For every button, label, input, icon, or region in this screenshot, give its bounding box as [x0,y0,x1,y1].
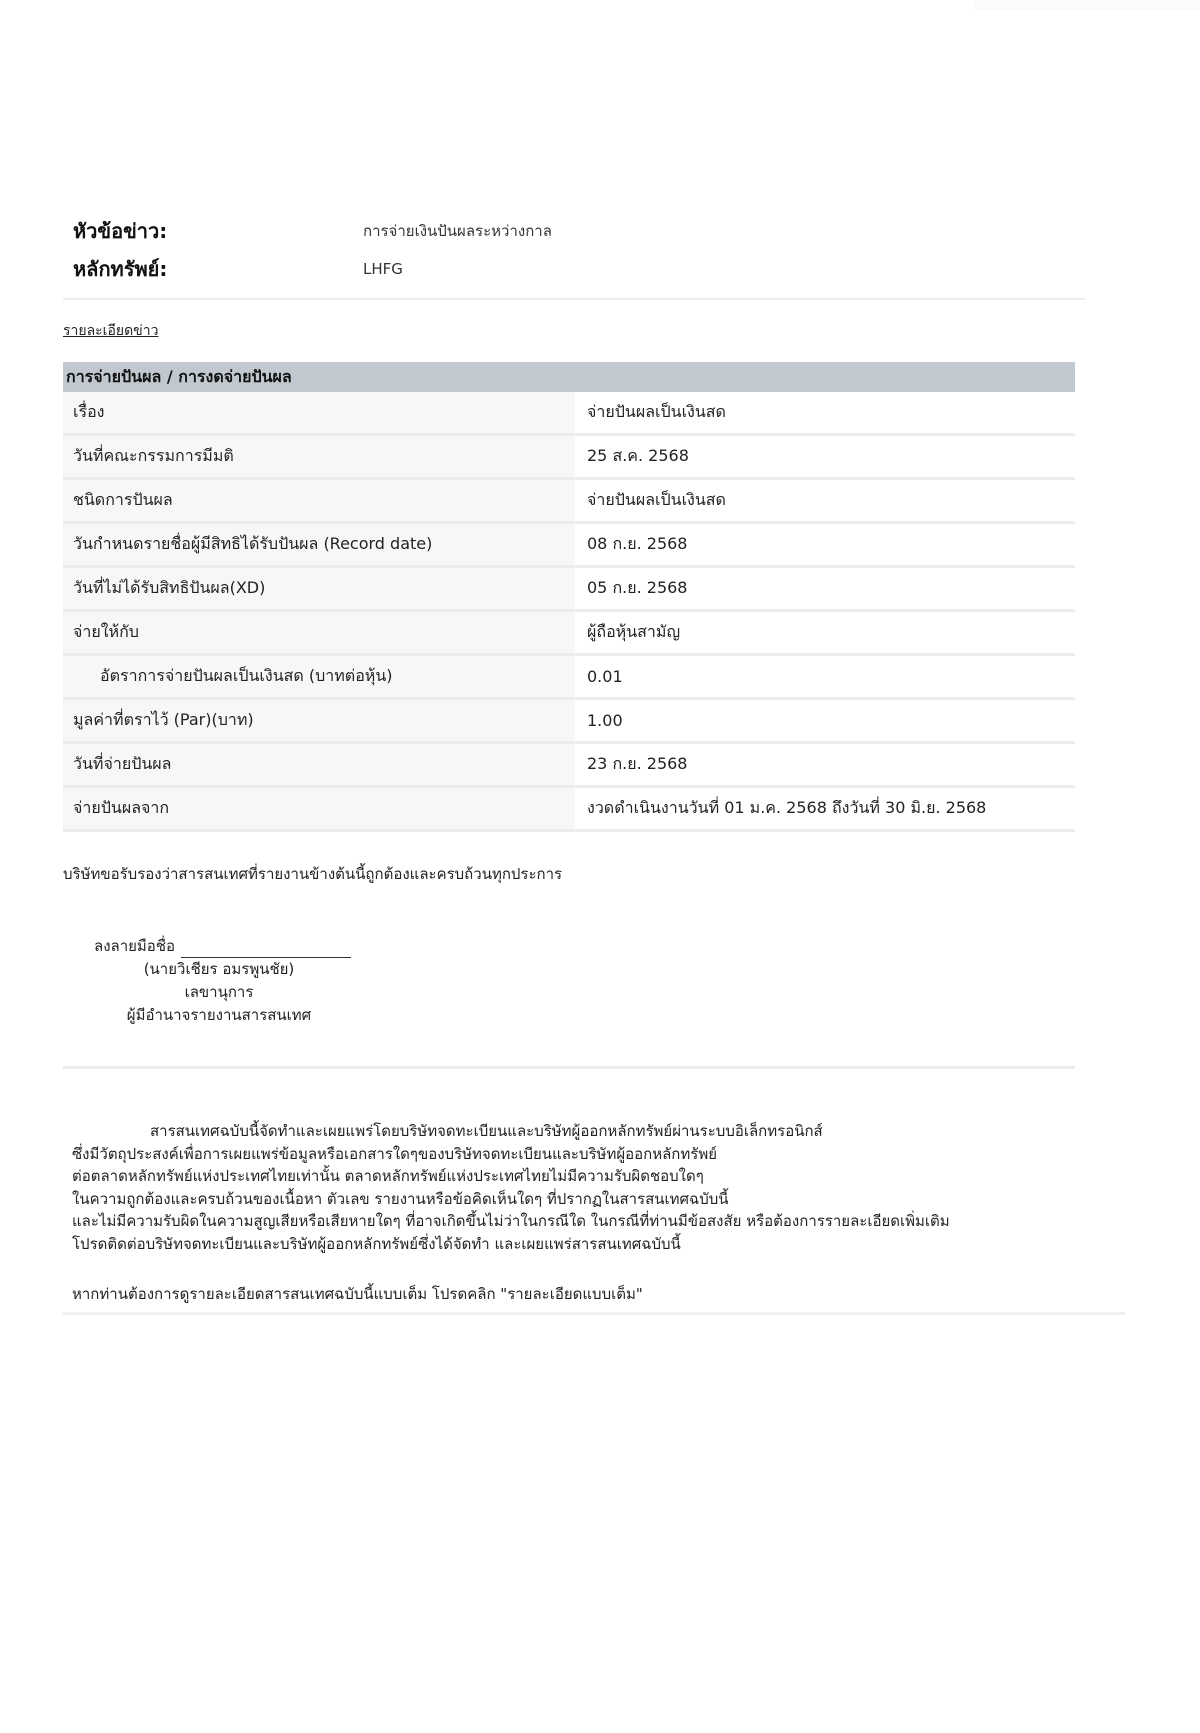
row-value: 25 ส.ค. 2568 [575,436,1075,477]
row-value: 1.00 [575,700,1075,741]
signer-role: ผู้มีอำนาจรายงานสารสนเทศ [126,1006,312,1024]
disclaimer-line: สารสนเทศฉบับนี้จัดทำและเผยแพร่โดยบริษัทจดทะเบียนและบริษัทผู้ออกหลักทรัพย์ผ่านระบบอิเล็กทรอนิกส์ [150,1122,823,1140]
row-label: จ่ายปันผลจาก [63,788,575,829]
row-value: จ่ายปันผลเป็นเงินสด [575,480,1075,521]
sign-label: ลงลายมือชื่อ [94,937,176,955]
disclaimer-line: และไม่มีความรับผิดในความสูญเสียหรือเสียหายใดๆ ที่อาจเกิดขึ้นไม่ว่าในกรณีใด ในกรณีที่ท่านมีข้อสงสัย หรือต้องการรายละเอียดเพิ่มเติม [72,1212,950,1230]
disclaimer-line: ต่อตลาดหลักทรัพย์แห่งประเทศไทยเท่านั้น ตลาดหลักทรัพย์แห่งประเทศไทยไม่มีความรับผิดชอบใดๆ [72,1167,704,1185]
divider [63,1066,1075,1069]
row-label: ชนิดการปันผล [63,480,575,521]
row-value: 05 ก.ย. 2568 [575,568,1075,609]
table-row [63,436,1075,480]
security-row [63,250,1085,288]
disclaimer-line: ในความถูกต้องและครบถ้วนของเนื้อหา ตัวเลข รายงานหรือข้อคิดเห็นใดๆ ที่ปรากฏในสารสนเทศฉบับนี้ [72,1189,729,1208]
table-row [63,612,1075,656]
row-label: วันที่จ่ายปันผล [63,744,575,785]
certification-statement: บริษัทขอรับรองว่าสารสนเทศที่รายงานข้างต้นนี้ถูกต้องและครบถ้วนทุกประการ [63,865,563,883]
security-value: LHFG [363,260,403,278]
row-label: มูลค่าที่ตราไว้ (Par)(บาท) [63,700,575,741]
table-title: การจ่ายปันผล / การงดจ่ายปันผล [63,362,1075,392]
security-label: หลักทรัพย์: [73,257,168,281]
row-label: วันที่คณะกรรมการมีมติ [63,436,575,477]
disclaimer-line: ซึ่งมีวัตถุประสงค์เพื่อการเผยแพร่ข้อมูลหรือเอกสารใดๆของบริษัทจดทะเบียนและบริษัทผู้ออกหลักทรัพย์ [72,1144,718,1163]
row-value: 23 ก.ย. 2568 [575,744,1075,785]
row-label: อัตราการจ่ายปันผลเป็นเงินสด (บาทต่อหุ้น) [63,656,575,697]
topic-label: หัวข้อข่าว: [73,219,168,243]
signature-line [181,941,351,958]
signer-position: เลขานุการ [184,983,254,1001]
table-row [63,524,1075,568]
topic-row [63,212,1085,250]
signer-name: (นายวิเชียร อมรพูนชัย) [143,960,295,978]
news-detail-link[interactable]: รายละเอียดข่าว [63,323,159,339]
row-value: จ่ายปันผลเป็นเงินสด [575,392,1075,433]
sign-line-row [94,935,394,958]
dividend-table [63,362,1075,832]
table-row [63,700,1075,744]
table-row [63,788,1075,832]
row-value: 08 ก.ย. 2568 [575,524,1075,565]
row-value: 0.01 [575,656,1075,697]
full-detail-note: หากท่านต้องการดูรายละเอียดสารสนเทศฉบับนี้แบบเต็ม โปรดคลิก "รายละเอียดแบบเต็ม" [72,1285,643,1303]
signature-block [94,935,394,1027]
disclaimer-line: โปรดติดต่อบริษัทจดทะเบียนและบริษัทผู้ออกหลักทรัพย์ซึ่งได้จัดทำ และเผยแพร่สารสนเทศฉบับนี้ [72,1234,681,1253]
table-row [63,480,1075,524]
row-label: วันกำหนดรายชื่อผู้มีสิทธิได้รับปันผล (Record date) [63,524,575,565]
row-label: จ่ายให้กับ [63,612,575,653]
news-header [63,212,1085,300]
row-label: วันที่ไม่ได้รับสิทธิปันผล(XD) [63,568,575,609]
table-row [63,392,1075,436]
divider [63,1312,1125,1315]
row-value: ผู้ถือหุ้นสามัญ [575,612,1075,653]
table-row [63,656,1075,700]
row-label: เรื่อง [63,392,575,433]
disclaimer [72,1120,1132,1255]
table-row [63,568,1075,612]
row-value: งวดดำเนินงานวันที่ 01 ม.ค. 2568 ถึงวันที่ 30 มิ.ย. 2568 [575,788,1075,829]
top-edge-bar [975,0,1200,10]
topic-value: การจ่ายเงินปันผลระหว่างกาล [363,222,552,240]
table-row [63,744,1075,788]
